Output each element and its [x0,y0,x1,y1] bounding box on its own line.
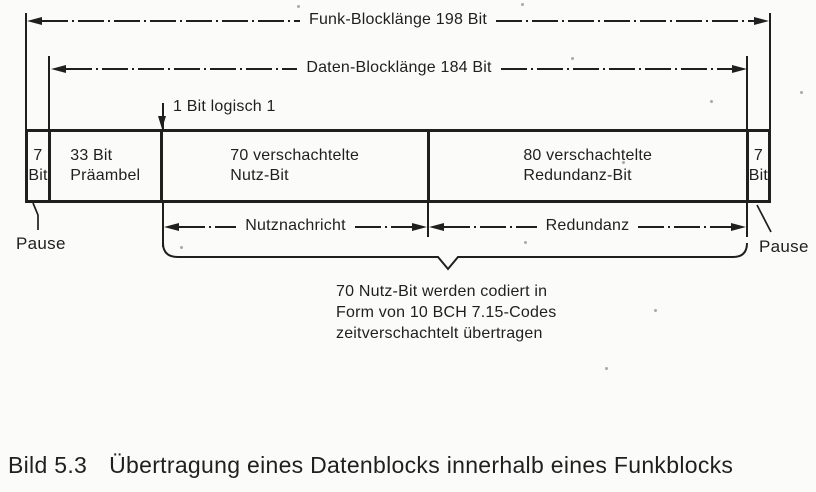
daten-blocklaenge-dimension [51,61,747,77]
redundanz-dimension [429,219,746,235]
cell-line: 7 [33,147,43,164]
dimension-line [42,20,300,22]
pause-right-pointer-line [757,205,771,232]
cell-pause-bits-right [749,132,768,200]
figure-number: Bild 5.3 [8,452,88,478]
arrowhead-right-icon [732,65,747,73]
dimension-line [444,226,537,228]
scan-speck [521,3,524,6]
pause-label-right: Pause [759,237,809,256]
cell-line: 7 [753,147,763,164]
figure-caption [8,452,733,479]
scan-speck [571,57,574,60]
arrow-down-icon [158,116,166,129]
cell-line: Redundanz-Bit [523,167,632,184]
cell-nutz-bit [163,132,430,200]
right-outer-extension-line [769,13,771,129]
figure-caption-text: Übertragung eines Datenblocks innerhalb eines Funkblocks [109,452,734,478]
cell-line: Nutz-Bit [230,167,289,184]
bit-marker-label: 1 Bit logisch 1 [173,98,276,115]
arrowhead-right-icon [731,223,746,231]
dimension-line [355,226,412,228]
brace-note [336,281,556,344]
funkblock-frame [25,129,771,203]
scan-speck [524,241,527,244]
dimension-line [66,68,297,70]
cell-pause-bits-left [28,132,51,200]
funk-blocklaenge-dimension [27,13,769,29]
scan-speck [180,246,183,249]
daten-right-extension-line [746,56,748,129]
daten-left-extension-line [48,56,50,129]
dimension-line [496,20,754,22]
nutznachricht-dimension [164,219,427,235]
scan-speck [605,367,608,370]
redundanz-label: Redundanz [545,217,630,234]
funk-blocklaenge-label: Funk-Blocklänge 198 Bit [308,11,488,28]
arrowhead-left-icon [51,65,66,73]
arrowhead-right-icon [754,17,769,25]
arrowhead-left-icon [429,223,444,231]
scan-speck [654,309,657,312]
dimension-line [501,68,732,70]
cell-line: 33 Bit [70,147,113,164]
cell-praeambel [51,132,163,200]
brace [163,243,747,269]
dimension-line [179,226,236,228]
arrowhead-left-icon [27,17,42,25]
nutznachricht-label: Nutznachricht [245,217,346,234]
arrowhead-right-icon [412,223,427,231]
arrowhead-left-icon [164,223,179,231]
scan-speck [297,5,300,8]
cell-redundanz-bit [430,132,749,200]
cell-line: 80 verschachtelte [523,147,653,164]
left-outer-extension-line [25,13,27,129]
daten-blocklaenge-label: Daten-Blocklänge 184 Bit [306,59,492,76]
cell-line: 70 verschachtelte [230,147,360,164]
note-line: Form von 10 BCH 7.15-Codes [336,304,557,321]
dimension-line [638,226,731,228]
note-line: 70 Nutz-Bit werden codiert in [336,283,548,300]
cell-line: Bit [748,167,769,184]
scan-speck [710,100,713,103]
note-line: zeitverschachtelt übertragen [336,325,543,342]
scan-speck [622,161,625,164]
pause-left-pointer-line [33,203,38,230]
cell-line: Bit [28,167,48,184]
scan-speck [800,91,803,94]
pause-label-left: Pause [16,234,66,253]
cell-line: Präambel [70,167,141,184]
daten-right-lower-line [746,203,748,237]
